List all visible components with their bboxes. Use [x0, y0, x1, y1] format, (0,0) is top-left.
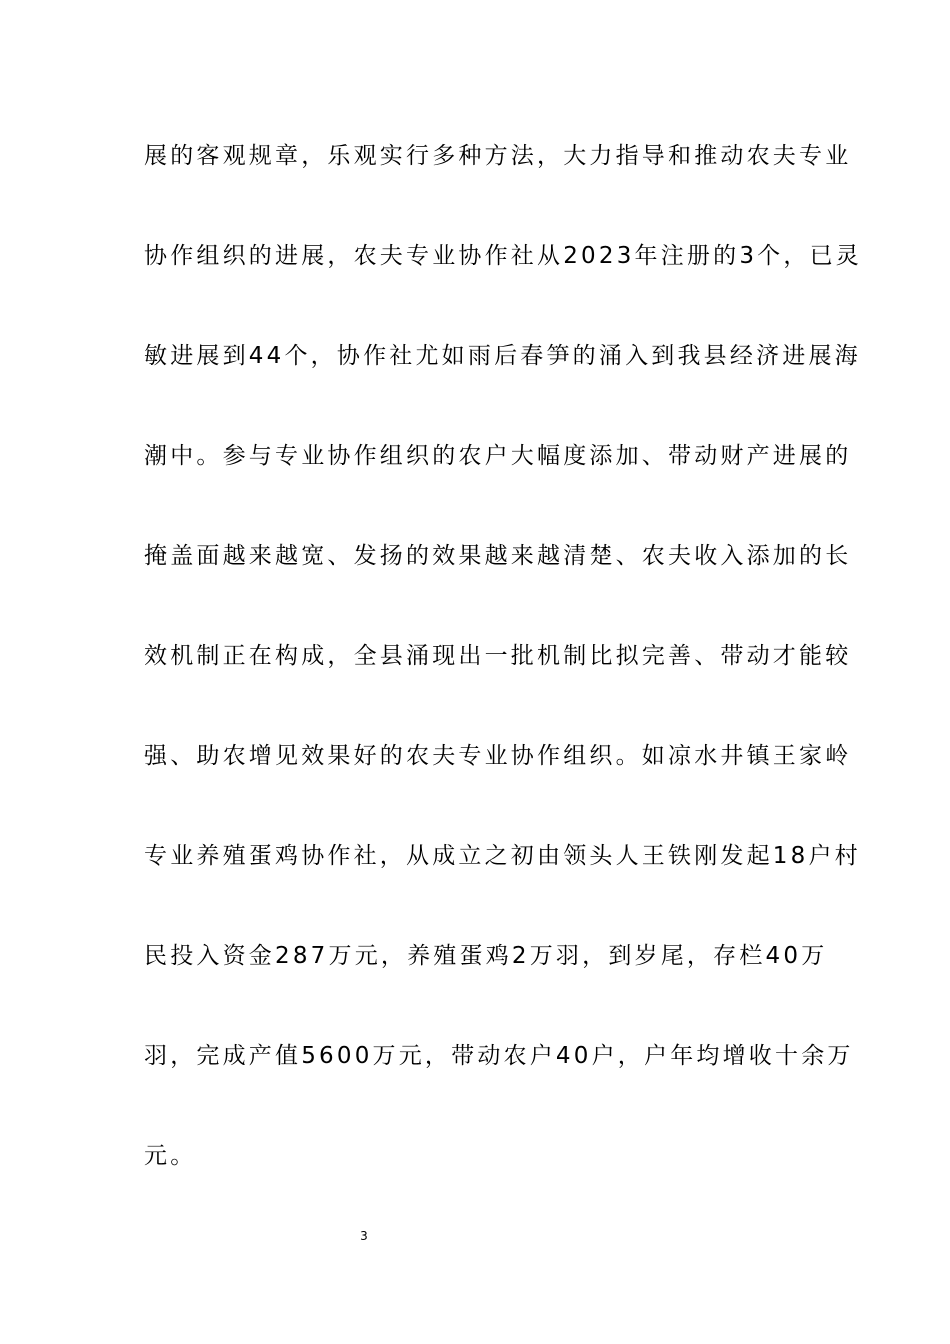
- text-line: 强、助农增见效果好的农夫专业协作组织。如凉水井镇王家岭: [144, 743, 852, 769]
- page-number: 3: [360, 1229, 368, 1243]
- text-line: 元。: [144, 1143, 197, 1169]
- text-line: 民投入资金287万元，养殖蛋鸡2万羽，到岁尾，存栏40万: [144, 943, 828, 969]
- text-line: 潮中。参与专业协作组织的农户大幅度添加、带动财产进展的: [144, 443, 852, 469]
- text-line: 展的客观规章，乐观实行多种方法，大力指导和推动农夫专业: [144, 143, 852, 169]
- text-line: 掩盖面越来越宽、发扬的效果越来越清楚、农夫收入添加的长: [144, 543, 852, 569]
- text-line: 羽，完成产值5600万元，带动农户40户，户年均增收十余万: [144, 1043, 854, 1069]
- text-line: 敏进展到44个，协作社尤如雨后春笋的涌入到我县经济进展海: [144, 343, 861, 369]
- text-line: 效机制正在构成，全县涌现出一批机制比拟完善、带动才能较: [144, 643, 852, 669]
- text-line: 专业养殖蛋鸡协作社，从成立之初由领头人王铁刚发起18户村: [144, 843, 861, 869]
- text-line: 协作组织的进展，农夫专业协作社从2023年注册的3个，已灵: [144, 243, 862, 269]
